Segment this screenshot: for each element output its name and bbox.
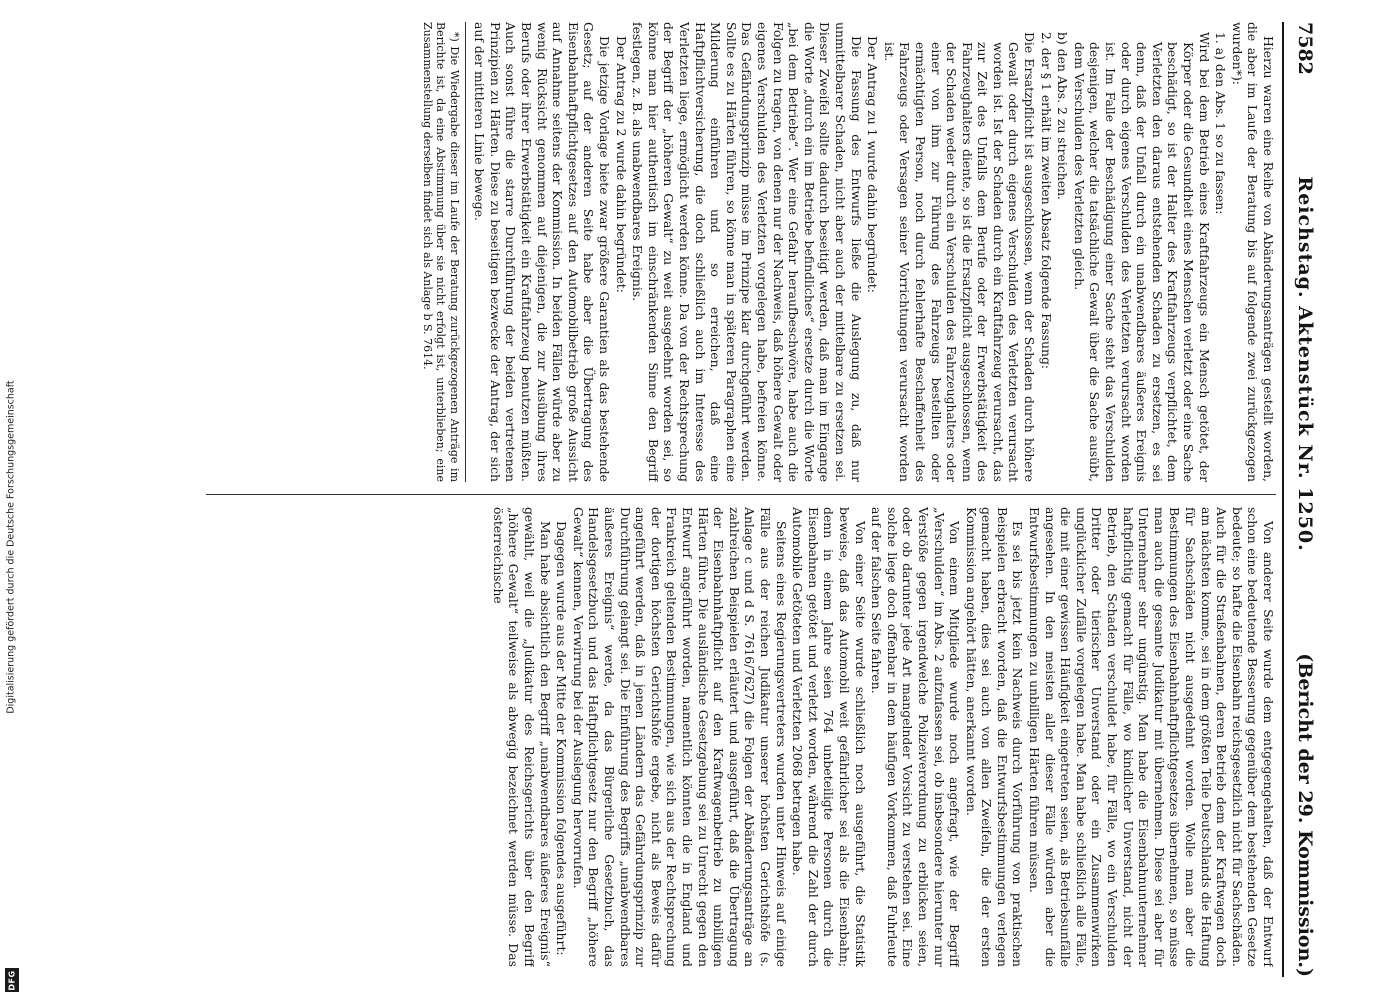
page-number: 7582 xyxy=(1294,22,1316,75)
dfg-logo-text: DFG xyxy=(7,969,17,991)
right-paragraph-2: Es sei bis jetzt kein Nachweis durch Vorführung von praktischen Beispielen erbracht worden, daß die Entwurfsbestimmungen verlegen gemacht haben, dies sei auch von allen Zweifeln, die der ersten Kommission angehört hätten, anerkannt worden. xyxy=(963,507,1026,967)
footnote xyxy=(420,22,466,482)
motion-2-reasoning: Die jetzige Vorlage biete zwar größere Garantien als das bestehende Gesetz; auf der anderen Seite habe aber die Übertragung des Eisenbahnhaftpflichtgesetzes auf den Automobilbetrieb große Aussicht auf Annahme seitens der Kommission. In beiden Fällen würde aber zu wenig Rücksicht genommen auf diejenigen, die zur Ausübung ihres Berufs oder ihrer Erwerbstätigkeit ein Kraftfahrzeug benutzen müßten. Auch sonst führe die starre Durchführung der beiden vertretenen Prinzipien zu Härten. Diese zu beseitigen bezwecke der Antrag, der sich auf der mittleren Linie bewege. xyxy=(472,22,613,482)
digitization-sidebar xyxy=(5,100,19,995)
left-column xyxy=(206,22,1276,482)
right-paragraph-3: Von einem Mitgliede wurde noch angefragt, wie der Begriff „Verschulden“ im Abs. 2 aufzufassen sei, ob insbesondere hierunter nur Verstöße gegen irgendwelche Polizeiverordnung zu erblicken seien, oder ob darunter jede Art mangelnder Vorsicht zu verstehen sei. Eine solche liege doch offenbar in dem häufigen Vorkommen, daß Fuhrleute auf der falschen Seite fahren. xyxy=(869,507,963,967)
header-section: (Bericht der 29. Kommission.) xyxy=(1294,653,1316,977)
funding-note: Digitalisierung gefördert durch die Deutsche Forschungsgemeinschaft xyxy=(5,380,17,714)
column-divider xyxy=(206,494,1276,495)
header-title: Reichstag. Aktenstück Nr. 1250. xyxy=(1294,176,1316,552)
motion-1-heading: Der Antrag zu 1 wurde dahin begründet: xyxy=(865,36,881,293)
amendment-2-label: 2. der § 1 erhält im zweiten Absatz folgende Fassung: xyxy=(1038,32,1054,370)
header-rule xyxy=(1282,22,1284,977)
right-column xyxy=(206,507,1276,967)
amendment-list xyxy=(881,22,1228,482)
document-page xyxy=(86,22,1316,977)
dfg-logo xyxy=(5,968,19,992)
motion-1-reasoning: Die Fassung des Entwurfs ließe die Auslegung zu, daß nur unmittelbarer Schaden, nicht aber auch der mittelbare zu ersetzen sei. Dieser Zweifel sollte dadurch beseitigt werden, daß man im Eingange die Worte „durch ein im Betriebe befindliches“ ersetze durch die Worte „bei dem Betriebe“. Wer eine Gefahr heraufbeschwöre, habe auch die Folgen zu tragen, von denen nur der Nachweis, daß höhere Gewalt oder eigenes Verschulden des Verletzten vorgelegen habe, befreien könne. Das Gefährdungsprinzip müsse im Prinzipe klar durchgeführt werden. Sollte es zu Härten führen, so könne man in späteren Paragraphen eine Milderung einführen und so erreichen, daß eine Haftpflichtversicherung, die doch schließlich auch im Interesse des Verletzten liege, ermöglicht werden könne. Da von der Rechtsprechung der Begriff der „höheren Gewalt“ zu weit ausgedehnt worden sei, so könne man hier authentisch im einschränkenden Sinne den Begriff festlegen, z. B. als unabwendbares Ereignis. xyxy=(630,22,864,482)
amendment-2-text: Die Ersatzpflicht ist ausgeschlossen, wenn der Schaden durch höhere Gewalt oder durch eigenes Verschulden des Verletzten verursacht worden ist. Ist der Schaden durch ein Kraftfahrzeug verursacht, das zur Zeit des Unfalls dem Berufe oder der Erwerbstätigkeit des Fahrzeughalters diente, so ist die Ersatzpflicht ausgeschlossen, wenn der Schaden weder durch ein Verschulden des Fahrzeughalters oder einer von ihm zur Führung des Fahrzeugs bestellten oder ermächtigten Person, noch durch fehlerhafte Beschaffenheit des Fahrzeugs oder Versagen seiner Vorrichtungen verursacht worden ist. xyxy=(881,32,1038,482)
motion-2-heading: Der Antrag zu 2 wurde dahin begründet: xyxy=(613,36,629,293)
right-paragraph-1: Von anderer Seite wurde dem entgegengehalten, daß der Entwurf schon eine bedeutende Besserung gegenüber dem bestehenden Gesetze bedeute; so hafte die Eisenbahn reichsgesetzlich nicht für Sachschäden. Auch für die Straßenbahnen, deren Betrieb dem der Kraftwagen doch am nächsten komme, sei in dem größten Teile Deutschlands die Haftung für Sachschäden nicht ausgedehnt worden. Wolle man aber die Bestimmungen des Eisenbahnhaftpflichtgesetzes übernehmen, so müsse man auch die gesamte Judikatur mit übernehmen. Diese sei aber für Unternehmer sehr ungünstig. Man habe die Eisenbahnunternehmer haftpflichtig gemacht für Fälle, wo kindlicher Unverstand, nicht der Betrieb, den Schaden verschuldet habe, für Fälle, wo ein Verschulden Dritter oder tierischer Unverstand oder ein Zusammenwirken unglücklicher Zufälle vorgelegen habe. Man habe schließlich alle Fälle, die mit einer gewissen Häufigkeit eingetreten seien, als Betriebsunfälle angesehen. In den meisten aller dieser Fälle würden aber die Entwurfsbestimmungen zu unbilligen Härten führen müssen. xyxy=(1027,507,1276,967)
right-paragraph-4: Von einer Seite wurde schließlich noch ausgeführt, die Statistik beweise, daß das Automobil weit gefährlicher sei als die Eisenbahn; denn in einem Jahre seien 764 unbeteiligte Personen durch die Eisenbahnen getötet und verletzt worden, während die Zahl der durch Automobile Getöteten und Verletzten 2068 betragen habe. xyxy=(790,507,868,967)
amendment-1a-label: 1. a) den Abs. 1 so zu fassen: xyxy=(1213,32,1229,215)
footnote-text: *) Die Wiedergabe dieser im Laufe der Beratung zurückgezogenen Anträge im Berichte ist, da eine Abstimmung über sie nicht erfolgt ist, unterblieben; eine Zusammenstellung derselben findet sich als Anlage b S. 7614. xyxy=(420,22,461,482)
intro-paragraph: Hierzu waren eine Reihe von Abänderungsanträgen gestellt worden, die aber im Laufe der Beratung bis auf folgende zwei zurückgezogen wurden*): xyxy=(1229,22,1276,482)
right-paragraph-7: Man habe absichtlich den Begriff „unabwendbares äußeres Ereignis“ gewählt, weil die „Judikatur des Reichsgerichts über den Begriff „höhere Gewalt“ teilweise als abwegig bezeichnet werden müsse. Das österreichische xyxy=(490,507,553,967)
amendment-1b-label: b) den Abs. 2 zu streichen. xyxy=(1055,32,1071,200)
right-paragraph-6: Dagegen wurde aus der Mitte der Kommission folgendes ausgeführt: xyxy=(554,521,570,956)
amendment-1a-text: Wird bei dem Betrieb eines Kraftfahrzeugs ein Mensch getötet, der Körper oder die Gesundheit eines Menschen verletzt oder eine Sache beschädigt, so ist der Halter des Kraftfahrzeugs verpflichtet, dem Verletzten den daraus entstehenden Schaden zu ersetzen, es sei denn, daß der Unfall durch ein unabwendbares äußeres Ereignis oder durch eigenes Verschulden des Verletzten verursacht worden ist. Im Falle der Beschädigung einer Sache steht das Verschulden desjenigen, welcher die tatsächliche Gewalt über die Sache ausübt, dem Verschulden des Verletzten gleich. xyxy=(1071,32,1212,482)
page-header xyxy=(1286,22,1316,977)
right-paragraph-5: Seitens eines Regierungsvertreters wurden unter Hinweis auf einige Fälle aus der reichen Judikatur unserer höchsten Gerichtshöfe (s. Anlage c und d S. 7616/7627) die Folgen der Abänderungsanträge an zahlreichen Beispielen erläutert und ausgeführt, daß die Übertragung der Eisenbahnhaftpflicht auf den Kraftwagenbetrieb zu unbilligen Härten führe. Die ausländische Gesetzgebung sei zu Unrecht gegen den Entwurf angeführt worden, namentlich könnten die in England und Frankreich geltenden Bestimmungen, wie sich aus der Rechtsprechung der dortigen höchsten Gerichtshöfe ergebe, nicht als Beweis dafür angeführt werden, daß in jenen Ländern das Gefährdungsprinzip zur Durchführung gelangt sei. Die Einführung des Begriffs „unabwendbares äußeres Ereignis“ werde, da das Bürgerliche Gesetzbuch, das Handelsgesetzbuch und das Haftpflichtgesetz nur den Begriff „höhere Gewalt“ kennen, Verwirrung bei der Auslegung hervorrufen. xyxy=(570,507,789,967)
